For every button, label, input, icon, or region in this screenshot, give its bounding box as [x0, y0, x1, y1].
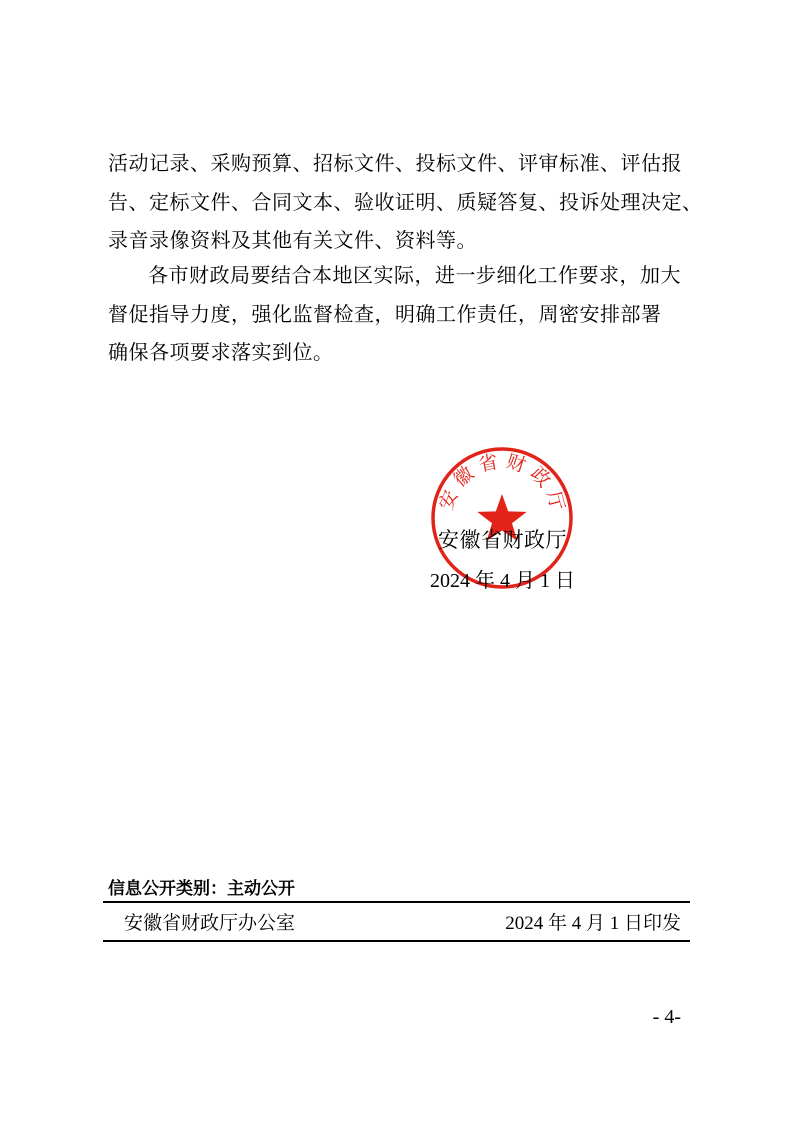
paragraph-line: 确保各项要求落实到位。	[108, 340, 334, 364]
paragraph-line: 活动记录、采购预算、招标文件、投标文件、评审标准、评估报	[108, 151, 682, 175]
disclosure-category: 信息公开类别：主动公开	[108, 879, 295, 899]
signature-organization: 安徽省财政厅	[438, 528, 567, 552]
footer-issuing-office: 安徽省财政厅办公室	[124, 912, 296, 934]
signature-date: 2024 年 4 月 1 日	[430, 570, 575, 592]
paragraph-line: 录音录像资料及其他有关文件、资料等。	[108, 228, 477, 252]
body-paragraph-2	[108, 256, 698, 372]
paragraph-line: 告、定标文件、合同文本、验收证明、质疑答复、投诉处理决定、	[108, 189, 703, 214]
paragraph-line: 各市财政局要结合本地区实际，进一步细化工作要求，加大	[148, 263, 681, 287]
footer-divider-top	[103, 901, 690, 903]
seal-lettering: 安徽省财政厅	[435, 449, 570, 519]
footer-divider-bottom	[103, 940, 690, 942]
footer-issue-date: 2024 年 4 月 1 日印发	[505, 913, 681, 934]
body-paragraph-1	[108, 144, 703, 260]
paragraph-line: 督促指导力度，强化监督检查，明确工作责任，周密安排部署	[108, 301, 662, 326]
page-number: - 4-	[652, 1006, 681, 1028]
